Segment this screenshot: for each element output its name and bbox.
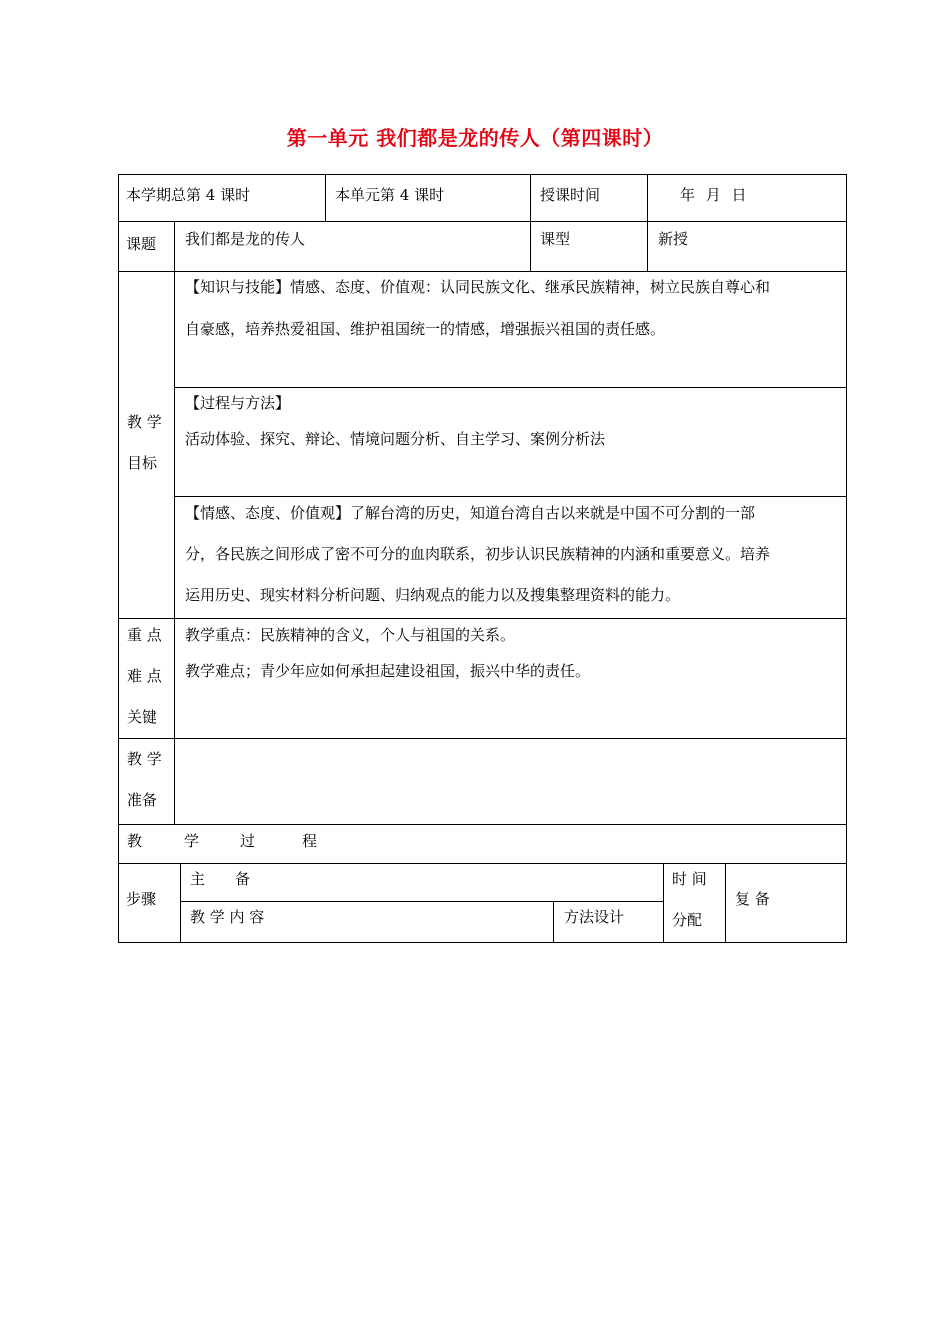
keypoints-label-line2: 难 点 xyxy=(127,667,162,685)
teaching-difficulty: 教学难点；青少年应如何承担起建设祖国，振兴中华的责任。 xyxy=(185,662,591,680)
teaching-content-label: 教 学 内 容 xyxy=(190,908,265,926)
steps-label: 步骤 xyxy=(126,890,157,908)
review-prep-label: 复 备 xyxy=(735,890,770,908)
objectives-label-line2: 目标 xyxy=(127,454,158,472)
lesson-time-label: 授课时间 xyxy=(540,186,601,204)
emotion-objective-line3: 运用历史、现实材料分析问题、归纳观点的能力以及搜集整理资料的能力。 xyxy=(185,586,681,604)
process-char-3: 过 xyxy=(240,832,256,850)
lesson-date-value: 年 月 日 xyxy=(680,186,747,204)
lesson-type-label: 课型 xyxy=(540,230,571,248)
unit-lessons-cell: 本单元第 4 课时 xyxy=(335,186,445,204)
teaching-focus: 教学重点：民族精神的含义，个人与祖国的关系。 xyxy=(185,626,516,644)
process-char-4: 程 xyxy=(302,832,318,850)
main-prep-label: 主 备 xyxy=(190,870,251,888)
lesson-type-value: 新授 xyxy=(658,230,689,248)
knowledge-objective-line1: 【知识与技能】情感、态度、价值观：认同民族文化、继承民族精神，树立民族自尊心和 xyxy=(185,278,771,296)
process-char-2: 学 xyxy=(184,832,200,850)
emotion-objective-line2: 分，各民族之间形成了密不可分的血肉联系，初步认识民族精神的内涵和重要意义。培养 xyxy=(185,545,771,563)
page-title: 第一单元 我们都是龙的传人（第四课时） xyxy=(286,126,664,150)
process-objective-heading: 【过程与方法】 xyxy=(185,394,291,412)
time-allocation-line1: 时 间 xyxy=(672,870,707,888)
objectives-label-line1: 教 学 xyxy=(127,413,162,431)
preparation-label-line1: 教 学 xyxy=(127,750,162,768)
preparation-label-line2: 准备 xyxy=(127,791,158,809)
knowledge-objective-line2: 自豪感，培养热爱祖国、维护祖国统一的情感，增强振兴祖国的责任感。 xyxy=(185,320,666,338)
emotion-objective-line1: 【情感、态度、价值观】了解台湾的历史，知道台湾自古以来就是中国不可分割的一部 xyxy=(185,504,756,522)
total-lessons-cell: 本学期总第 4 课时 xyxy=(126,186,251,204)
time-allocation-line2: 分配 xyxy=(672,911,703,929)
keypoints-label-line1: 重 点 xyxy=(127,626,162,644)
method-design-label: 方法设计 xyxy=(564,908,625,926)
keypoints-label-line3: 关键 xyxy=(127,708,158,726)
topic-value: 我们都是龙的传人 xyxy=(185,230,306,248)
process-objective-text: 活动体验、探究、辩论、情境问题分析、自主学习、案例分析法 xyxy=(185,430,606,448)
process-char-1: 教 xyxy=(127,832,143,850)
topic-label: 课题 xyxy=(126,235,157,253)
